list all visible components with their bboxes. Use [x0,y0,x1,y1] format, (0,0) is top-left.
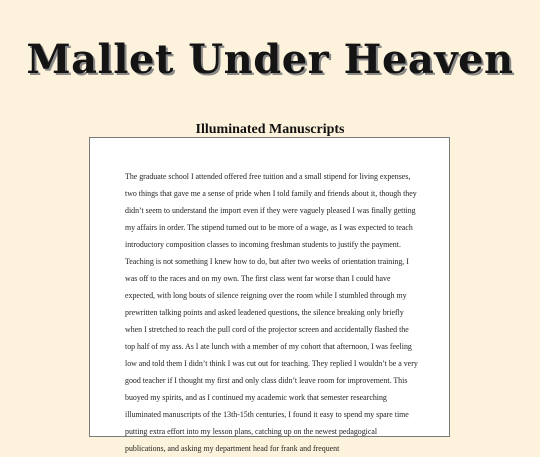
article-card [89,137,450,453]
page-title: Illuminated Manuscripts [195,122,345,138]
site-header [0,34,540,86]
article-body: The graduate school I attended offered free tuition and a small stipend for living expenses, two things that gave me a sense of pride when I told family and friends about it, though they didn’t seem to understand the import even if they were vaguely pleased I was finally getting my affairs in order. The stipend turned out to be more of a wage, as I was expected to teach introductory composition classes to incoming freshman students to justify the payment. Teaching is not something I knew how to do, but after two weeks of orientation training, I was off to the races and on my own. The first class went far worse than I could have expected, with long bouts of silence reigning over the room while I stumbled through my prewritten talking points and asked leadened questions, the silence breaking only briefly when I stretched to reach the pull cord of the projector screen and accidentally flashed the top half of my ass. As I ate lunch with a member of my cohort that afternoon, I was feeling low and told them I didn’t think I was cut out for teaching. They replied I wouldn’t be a very good teacher if I thought my first and only class didn’t leave room for improvement. This buoyed my spirits, and as I continued my academic work that semester researching illuminated manuscripts of the 13th-15th centuries, I found it easy to spend my spare time putting extra effort into my lesson plans, catching up on the newest pedagogical publications, and asking my department head for frank and frequent [125,172,418,453]
site-title[interactable]: Mallet Under Heaven [26,36,514,83]
